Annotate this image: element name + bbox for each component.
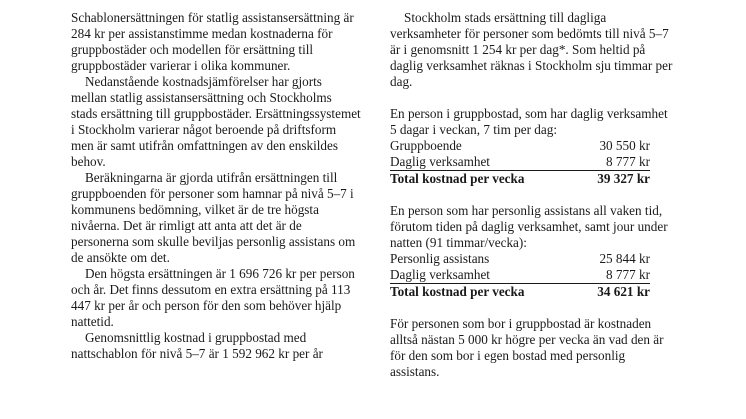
row-value: 8 777 kr <box>606 154 650 169</box>
table-row <box>390 251 650 267</box>
table-row <box>390 154 650 171</box>
total-value: 34 621 kr <box>577 284 650 301</box>
assist-heading: En person som har personlig assistans all vaken tid, förutom tiden på daglig verksamhet, samt jour under natten (91 timmar/vecka): <box>390 203 668 250</box>
total-value: 39 327 kr <box>577 171 650 188</box>
group-heading: En person i gruppbostad, som har daglig verksamhet 5 dagar i veckan, 7 tim per dag: <box>390 106 668 137</box>
left-column <box>71 10 361 362</box>
total-label: Total kostnad per vecka <box>390 171 577 188</box>
conclusion-paragraph: För personen som bor i gruppbostad är kostnaden alltså nästan 5 000 kr högre per vecka än vad den är för den som bor i egen bostad med personlig assistans. <box>390 316 664 379</box>
total-row <box>390 171 650 188</box>
row-value: 30 550 kr <box>599 138 650 153</box>
total-label: Total kostnad per vecka <box>390 284 577 301</box>
right-column <box>390 10 675 380</box>
row-value: 25 844 kr <box>599 251 650 266</box>
intro-paragraph: Stockholm stads ersättning till dagliga verksamheter för personer som bedömts till nivå 5–7 är i genomsnitt 1 254 kr per dag*. Som heltid på daglig verksamhet räknas i Stockholm sju timmar per dag. <box>390 10 673 89</box>
paragraph: Den högsta ersättningen är 1 696 726 kr per person och år. Det finns dessutom en extra ersättning på 113 447 kr per år och person för den som behöver hjälp nattetid. <box>71 266 355 329</box>
table-row <box>390 267 650 284</box>
paragraph: Beräkningarna är gjorda utifrån ersättningen till gruppboenden för personer som hamnar på nivå 5–7 i kommunens bedömning, vilket är de tre högsta nivåerna. Det är rimligt att anta att det är de personerna som skulle beviljas personlig assistans om de ansökte om det. <box>71 170 356 265</box>
total-row <box>390 284 650 301</box>
row-label: Daglig verksamhet <box>390 267 490 282</box>
table-row <box>390 138 650 154</box>
group-cost-table <box>390 138 650 187</box>
row-label: Gruppboende <box>390 138 462 153</box>
row-label: Daglig verksamhet <box>390 154 490 169</box>
paragraph: Nedanstående kostnadsjämförelser har gjorts mellan statlig assistansersättning och Stockholms stads ersättning till gruppbostäder. Ersättningssystemet i Stockholm varierar något beroende på driftsform men är samt utifrån omfattningen av den enskildes behov. <box>71 74 361 169</box>
assist-cost-table <box>390 251 650 300</box>
row-value: 8 777 kr <box>606 267 650 282</box>
row-label: Personlig assistans <box>390 251 490 266</box>
paragraph: Genomsnittlig kostnad i gruppbostad med nattschablon för nivå 5–7 är 1 592 962 kr per år <box>71 330 323 361</box>
paragraph: Schablonersättningen för statlig assistansersättning är 284 kr per assistanstimme medan kostnaderna för gruppbostäder och modellen för ersättning till gruppbostäder varierar i olika kommuner. <box>71 10 354 73</box>
